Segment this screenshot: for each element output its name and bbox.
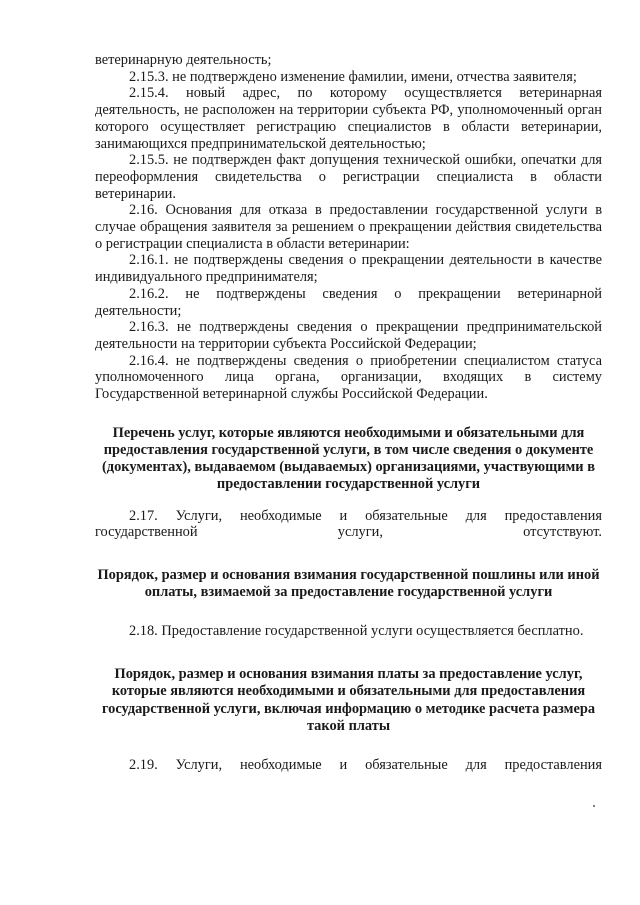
body-paragraph: 2.16.1. не подтверждены сведения о прекращении деятельности в качестве индивидуального предпринимателя;	[95, 252, 602, 286]
body-paragraph: 2.17. Услуги, необходимые и обязательные для предоставления государственной услуги, отсутствуют.	[95, 507, 602, 541]
section-heading-service-payment: Порядок, размер и основания взимания платы за предоставление услуг, которые являются необходимыми и обязательными для предоставления государственной услуги, включая информацию о методике расчета размера такой платы	[101, 666, 596, 734]
body-paragraph: 2.16.3. не подтверждены сведения о прекращении предпринимательской деятельности на территории субъекта Российской Федерации;	[95, 319, 602, 352]
section-spacer	[95, 403, 602, 425]
body-paragraph: 2.15.4. новый адрес, по которому осуществляется ветеринарная деятельность, не расположен на территории субъекта РФ, уполномоченный орган которого осуществляет регистрацию специалистов в области ветеринарии, занимающихся предпринимательской деятельностью;	[95, 85, 602, 152]
section-spacer	[95, 541, 602, 567]
body-paragraph: 2.18. Предоставление государственной услуги осуществляется бесплатно.	[129, 623, 584, 640]
body-paragraph: 2.16.2. не подтверждены сведения о прекращении ветеринарной деятельности;	[95, 285, 602, 319]
body-paragraph: 2.15.3. не подтверждено изменение фамилии, имени, отчества заявителя;	[129, 68, 577, 85]
section-heading-state-fee: Порядок, размер и основания взимания государственной пошлины или иной оплаты, взимаемой за предоставление государственной услуги	[97, 566, 600, 601]
body-paragraph: ветеринарную деятельность;	[95, 52, 272, 68]
scan-speck	[593, 805, 595, 807]
section-spacer	[95, 601, 602, 623]
section-spacer	[95, 735, 602, 757]
section-spacer	[95, 494, 602, 508]
section-spacer	[95, 640, 602, 666]
body-paragraph: 2.15.5. не подтвержден факт допущения технической ошибки, опечатки для переоформления свидетельства о регистрации специалиста в области ветеринарии.	[95, 152, 602, 202]
body-paragraph: 2.19. Услуги, необходимые и обязательные для предоставления	[129, 756, 602, 773]
body-paragraph: 2.16.4. не подтверждены сведения о приобретении специалистом статуса уполномоченного лица органа, организации, входящих в систему Государственной ветеринарной службы Российской Федерации.	[95, 352, 602, 403]
document-page	[95, 52, 602, 774]
section-heading-required-services: Перечень услуг, которые являются необходимыми и обязательными для предоставления государственной услуги, в том числе сведения о документе (документах), выдаваемом (выдаваемых) организациями, участвующими в предоставлении государственной услуги	[102, 424, 595, 493]
body-paragraph: 2.16. Основания для отказа в предоставлении государственной услуги в случае обращения заявителя за решением о прекращении действия свидетельства о регистрации специалиста в области ветеринарии:	[95, 202, 602, 252]
